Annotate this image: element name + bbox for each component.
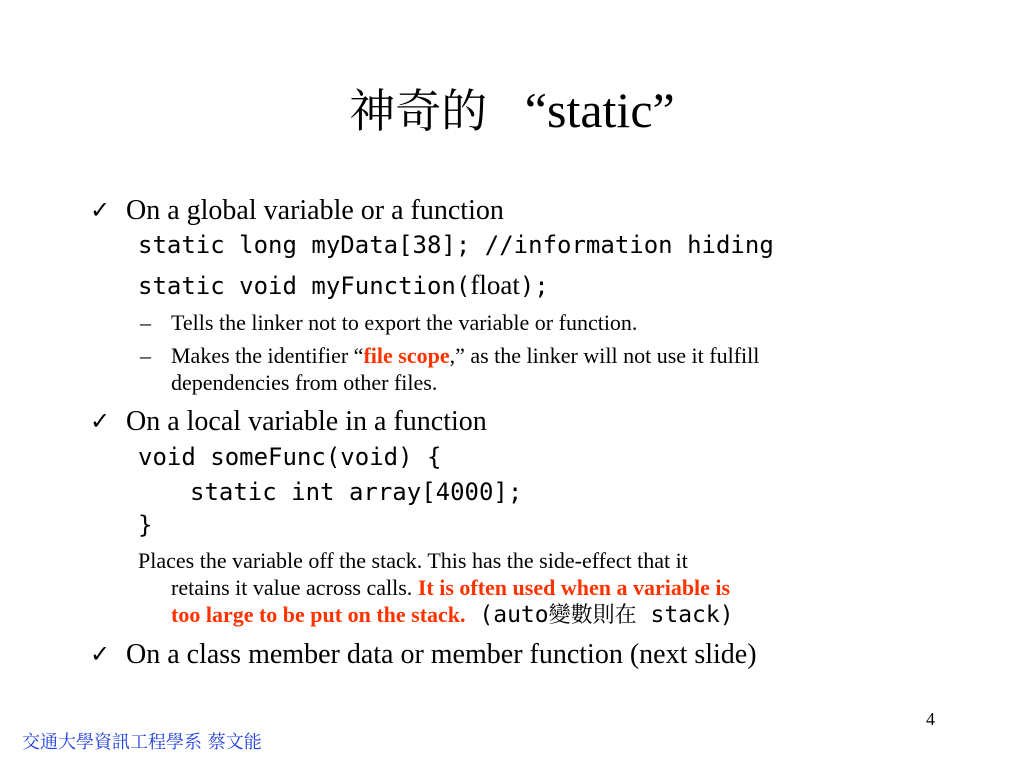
footer-credit: 交通大學資訊工程學系 蔡文能 [22, 732, 262, 753]
auto-note-suffix: stack) [636, 602, 734, 628]
paragraph-highlight-line2: It is often used when a variable is [417, 575, 731, 600]
auto-note-prefix: (auto [465, 602, 549, 628]
code-line-myfunction [138, 270, 549, 301]
code-float-keyword: float [470, 270, 520, 300]
subpoint-linker-export: Tells the linker not to export the variable or function. [171, 310, 638, 335]
paragraph-highlight-line3: too large to be put on the stack. [171, 602, 466, 627]
file-scope-prefix: Makes the identifier “ [171, 343, 364, 368]
title-keyword: “static” [524, 82, 675, 138]
code-line-close-brace: } [138, 511, 153, 539]
file-scope-highlight: file scope [363, 343, 450, 368]
subpoint-file-scope-continued: dependencies from other files. [171, 370, 438, 395]
title-cjk: 神奇的 [349, 84, 488, 138]
code-line-static-array: static int array[4000]; [190, 478, 523, 506]
dash-icon: – [140, 343, 151, 368]
code-myfunction-prefix: static void myFunction( [138, 272, 471, 300]
checkmark-icon: ✓ [90, 642, 111, 668]
auto-note-cjk: 變數則在 [548, 603, 637, 628]
paragraph-plain-text: retains it value across calls. [171, 575, 418, 600]
section2-heading: On a local variable in a function [126, 406, 487, 437]
section1-heading: On a global variable or a function [126, 195, 504, 226]
checkmark-icon: ✓ [90, 409, 111, 435]
code-myfunction-suffix: ); [519, 272, 549, 300]
section3-heading: On a class member data or member function (next slide) [126, 639, 757, 670]
page-number: 4 [926, 709, 935, 729]
code-line-somefunc: void someFunc(void) { [138, 443, 442, 471]
file-scope-suffix: ,” as the linker will not use it fulfill [449, 343, 760, 368]
code-line-mydata: static long myData[38]; //information hiding [138, 231, 774, 259]
dash-icon: – [140, 310, 151, 335]
subpoint-file-scope [171, 343, 759, 369]
paragraph-stack-line1: Places the variable off the stack. This has the side-effect that it [138, 548, 688, 573]
slide-title [0, 78, 1024, 143]
checkmark-icon: ✓ [90, 198, 111, 224]
paragraph-stack-line3 [171, 602, 734, 629]
paragraph-stack-line2 [171, 575, 730, 601]
